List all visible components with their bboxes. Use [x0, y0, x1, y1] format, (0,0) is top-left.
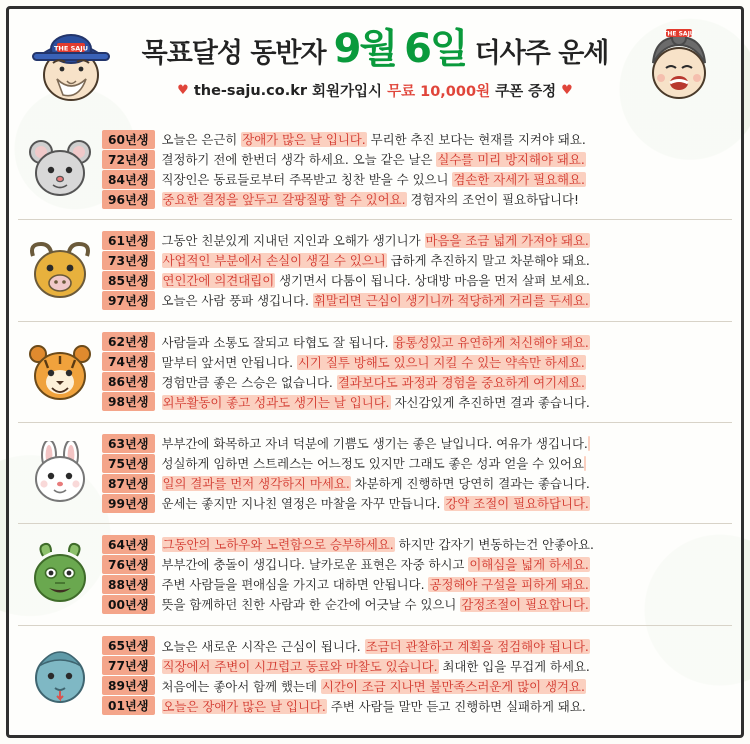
rabbit-lines [102, 434, 732, 513]
title-month: 9월 [333, 26, 397, 72]
dragon-avatar [18, 542, 102, 606]
list-item [102, 130, 726, 149]
year-badge: 72년생 [102, 150, 155, 169]
fortune-text: 일의 결과를 먼저 생각하지 마세요. 차분하게 진행하면 당연히 결과는 좋습니다. [162, 476, 590, 492]
rat-icon [25, 137, 95, 201]
list-item [102, 231, 726, 250]
elder-woman-mascot-icon [635, 23, 723, 105]
list-item [102, 251, 726, 270]
ox-avatar [18, 238, 102, 302]
fortune-text: 처음에는 좋아서 함께 했는데 시간이 조금 지나면 불만족스러운게 많이 생겨요. [161, 678, 585, 694]
fortune-text: 뜻을 함께하던 친한 사람과 한 순간에 어긋날 수 있으니 감정조절이 필요합니다. [161, 597, 589, 613]
fortune-text: 운세는 좋지만 지나친 열정은 마찰을 자꾸 만듭니다. 강약 조절이 필요하답니다. [161, 496, 589, 512]
list-item [102, 150, 726, 169]
list-item [102, 555, 726, 574]
year-badge: 73년생 [102, 251, 155, 270]
year-badge: 61년생 [102, 231, 155, 250]
year-badge: 85년생 [102, 271, 155, 290]
fortune-text: 사람들과 소통도 잘되고 타협도 잘 됩니다. 융통성있고 유연하게 처신해야 돼요. [161, 334, 589, 350]
site-url[interactable]: the-saju.co.kr [193, 82, 308, 99]
list-item [102, 352, 726, 371]
year-badge: 97년생 [102, 291, 155, 310]
year-badge: 84년생 [102, 170, 155, 189]
year-badge: 62년생 [102, 332, 155, 351]
list-item [102, 575, 726, 594]
year-badge: 88년생 [102, 575, 155, 594]
rat-avatar [18, 137, 102, 201]
zodiac-rows [18, 119, 732, 726]
list-item [102, 676, 726, 695]
year-badge: 64년생 [102, 535, 155, 554]
zodiac-row-ox [18, 219, 732, 320]
heart-icon-left: ♥ [177, 83, 189, 98]
list-item [102, 332, 726, 351]
year-badge: 96년생 [102, 190, 155, 209]
year-badge: 75년생 [102, 454, 155, 473]
snake-avatar [18, 644, 102, 708]
zodiac-row-tiger [18, 321, 732, 422]
svg-text:THE SAJU: THE SAJU [54, 44, 88, 53]
year-badge: 65년생 [102, 636, 155, 655]
fortune-text: 오늘은 은근히 장애가 많은 날 입니다. 무리한 추진 보다는 현재를 지켜야 돼요. [161, 132, 586, 148]
fortune-text: 부부간에 화목하고 자녀 덕분에 기쁨도 생기는 좋은 날입니다. 여유가 생깁니다. [161, 436, 588, 452]
tiger-lines [102, 332, 732, 411]
year-badge: 74년생 [102, 352, 155, 371]
poster-header [9, 9, 741, 113]
fortune-text: 경험만큼 좋은 스승은 없습니다. 결과보다도 과정과 경험을 중요하게 여기세요. [161, 374, 585, 390]
fortune-text: 그동안 친분있게 지내던 지인과 오해가 생기니가 마음을 조금 넓게 가져야 돼요. [161, 233, 589, 249]
year-badge: 76년생 [102, 555, 155, 574]
list-item [102, 535, 726, 554]
fortune-text: 그동안의 노하우와 노련함으로 승부하세요. 하지만 갑자기 변동하는건 안좋아요. [162, 537, 594, 553]
fortune-text: 직장인은 동료들로부터 주목받고 칭찬 받을 수 있으니 겸손한 자세가 필요해요. [161, 172, 585, 188]
promo-free-amount: 무료 10,000원 [387, 84, 491, 100]
snake-icon [25, 644, 95, 708]
list-item [102, 271, 726, 290]
zodiac-row-snake [18, 625, 732, 726]
list-item [102, 696, 726, 715]
list-item [102, 454, 726, 473]
list-item [102, 474, 726, 493]
list-item [102, 595, 726, 614]
year-badge: 86년생 [102, 372, 155, 391]
fortune-text: 외부활동이 좋고 성과도 생기는 날 입니다. 자신감있게 추진하면 결과 좋습니다. [162, 394, 590, 410]
promo-row [177, 80, 573, 101]
title-prefix: 목표달성 동반자 [141, 38, 326, 69]
fortune-text: 오늘은 새로운 시작은 근심이 됩니다. 조금더 관찰하고 계획을 점검해야 됩니다. [161, 638, 589, 654]
fortune-text: 주변 사람들을 편애심을 가지고 대하면 안됩니다. 공정해야 구설을 피하게 돼요. [161, 577, 589, 593]
year-badge: 99년생 [102, 494, 155, 513]
year-badge: 77년생 [102, 656, 155, 675]
snake-lines [102, 636, 732, 715]
year-badge: 87년생 [102, 474, 155, 493]
zodiac-row-dragon [18, 523, 732, 624]
year-badge: 89년생 [102, 676, 155, 695]
fortune-text: 사업적인 부분에서 손실이 생길 수 있으니 급하게 추진하지 말고 차분해야 돼요. [162, 253, 590, 269]
heart-icon-right: ♥ [561, 83, 573, 98]
title-day: 6일 [404, 26, 467, 72]
list-item [102, 170, 726, 189]
poster-frame [6, 6, 744, 738]
rabbit-icon [25, 441, 95, 505]
dragon-icon [25, 542, 95, 606]
ox-icon [25, 238, 95, 302]
fortune-text: 연인간에 의견대립이 생기면서 다툼이 됩니다. 상대방 마음을 먼저 살펴 보세요. [162, 273, 590, 289]
zodiac-row-rat [18, 119, 732, 219]
fortune-text: 중요한 결정을 앞두고 갈팡질팡 할 수 있어요. 경험자의 조언이 필요하답니다! [162, 192, 579, 208]
fortune-text: 부부간에 충돌이 생깁니다. 날카로운 표현은 자중 하시고 이해심을 넓게 하세요. [161, 557, 589, 573]
tiger-icon [25, 340, 95, 404]
fortune-text: 오늘은 장애가 많은 날 입니다. 주변 사람들 말만 듣고 진행하면 실패하게 돼요. [162, 698, 586, 714]
year-badge: 98년생 [102, 392, 155, 411]
promo-post: 쿠폰 증정 [495, 84, 557, 100]
fortune-text: 말부터 앞서면 안됩니다. 시기 질투 방해도 있으니 지킬 수 있는 약속만 하세요. [161, 354, 585, 370]
year-badge: 01년생 [102, 696, 155, 715]
fortune-text: 직장에서 주변이 시끄럽고 동료와 마찰도 있습니다. 최대한 입을 무겁게 하세요. [162, 658, 590, 674]
rat-lines [102, 130, 732, 209]
title-row [141, 26, 609, 72]
fortune-text: 오늘은 사람 풍파 생깁니다. 휘말리면 근심이 생기니까 적당하게 거리를 두세요. [161, 293, 589, 309]
zodiac-row-rabbit [18, 422, 732, 523]
title-suffix: 더사주 운세 [474, 38, 609, 69]
rabbit-avatar [18, 441, 102, 505]
list-item [102, 636, 726, 655]
tiger-avatar [18, 340, 102, 404]
year-badge: 00년생 [102, 595, 155, 614]
list-item [102, 494, 726, 513]
dragon-lines [102, 535, 732, 614]
fortune-text: 결정하기 전에 한번더 생각 하세요. 오늘 같은 날은 실수를 미리 방지해야 돼요. [161, 152, 585, 168]
list-item [102, 372, 726, 391]
fortune-text: 성실하게 임하면 스트레스는 어느정도 있지만 그래도 좋은 성과 얻을 수 있어요 [161, 456, 584, 472]
year-badge: 63년생 [102, 434, 155, 453]
year-badge: 60년생 [102, 130, 155, 149]
list-item [102, 291, 726, 310]
list-item [102, 434, 726, 453]
list-item [102, 190, 726, 209]
svg-text:THE SAJU: THE SAJU [663, 30, 695, 38]
promo-pre: 회원가입시 [312, 84, 383, 100]
elder-man-mascot-icon [27, 23, 115, 105]
list-item [102, 656, 726, 675]
ox-lines [102, 231, 732, 310]
list-item [102, 392, 726, 411]
